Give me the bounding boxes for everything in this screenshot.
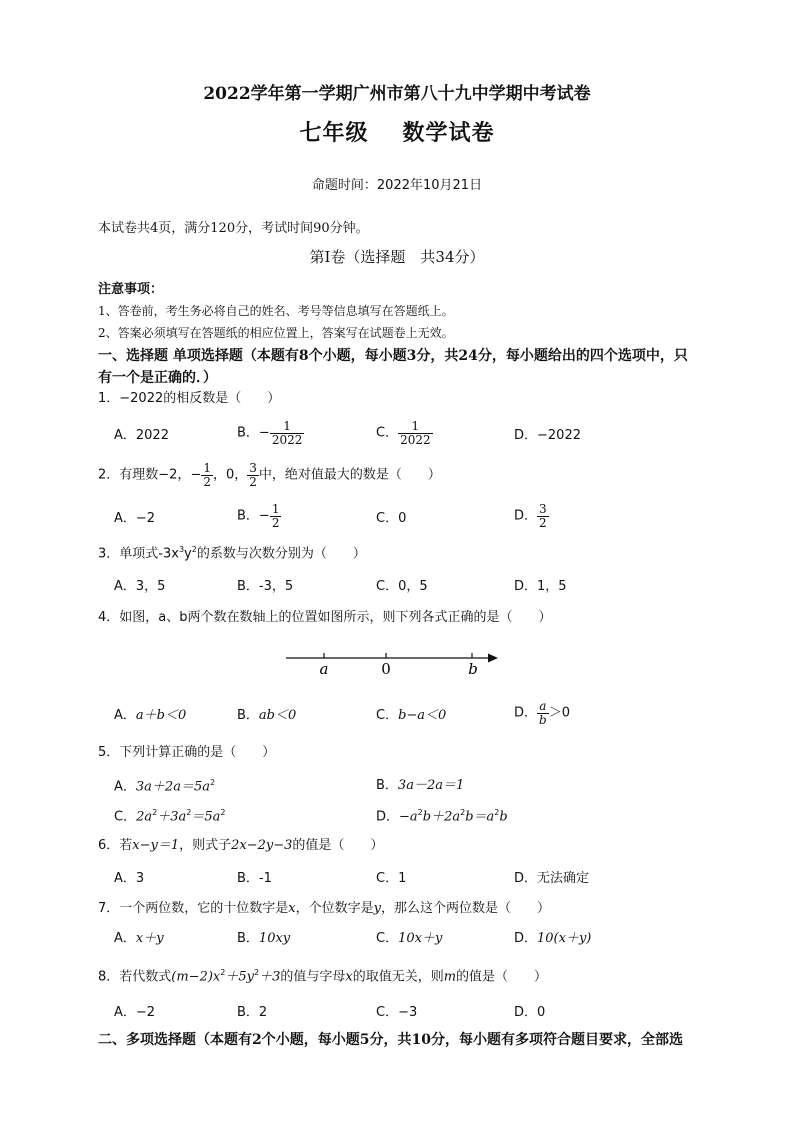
label-0: 0 (381, 660, 391, 678)
q1-option-b: B．− $\frac{1}{2022}$ (237, 419, 303, 447)
q2-option-a: A．−2 (114, 511, 156, 526)
q3-option-c: C．0，5 (376, 579, 428, 594)
part1-title: 第I卷（选择题 共34分） (309, 248, 485, 266)
q7-option-a: A．x＋y (114, 931, 164, 946)
q5-option-a: A．$3a+2a=5a^2$ (114, 778, 216, 795)
q6-option-a: A．3 (114, 871, 145, 886)
subject-label: 数学试卷 (402, 120, 495, 146)
exam-intro: 本试卷共4页，满分120分，考试时间90分钟。 (98, 221, 369, 236)
q7-option-d: D．10(x＋y) (514, 931, 592, 946)
question-6-stem: 6．若x−y＝1，则式子2x−2y−3的值是（ ） (98, 838, 384, 853)
label-a: a (319, 660, 329, 678)
q3-option-b: B．-3，5 (237, 579, 294, 594)
q2-option-c: C．0 (376, 511, 407, 526)
q8-option-b: B．2 (237, 1005, 268, 1020)
q4-option-c: C．b−a＜0 (376, 708, 447, 723)
q6-option-b: B．-1 (237, 871, 272, 886)
q6-option-c: C．1 (376, 871, 407, 886)
q8-option-d: D．0 (514, 1005, 546, 1020)
q8-option-c: C．−3 (376, 1005, 418, 1020)
section1-heading-cont: 有一个是正确的．） (98, 370, 217, 386)
section2-heading: 二、多项选择题（本题有2个小题，每小题5分，共10分，每小题有多项符合题目要求，全部选 (98, 1032, 683, 1048)
question-5-stem: 5．下列计算正确的是（ ） (98, 745, 276, 760)
number-line-arrow (488, 654, 498, 663)
q7-option-c: C．10x＋y (376, 931, 443, 946)
grade-label: 七年级 (299, 120, 369, 146)
q2-option-b: B．− $\frac{1}{2}$ (237, 502, 280, 530)
notice-item: 1、答卷前，考生务必将自己的姓名、考号等信息填写在答题纸上。 (98, 304, 454, 318)
question-4-stem: 4．如图，a、b两个数在数轴上的位置如图所示，则下列各式正确的是（ ） (98, 610, 552, 625)
question-1-stem: 1．−2022的相反数是（ ） (98, 391, 281, 406)
q2-option-d: D． $\frac{3}{2}$ (514, 502, 547, 530)
section1-heading: 一、选择题 单项选择题（本题有8个小题，每小题3分，共24分，每小题给出的四个选项中，只 (98, 348, 688, 364)
q3-option-a: A．3，5 (114, 579, 166, 594)
question-2-stem: 2．有理数−2，− $\frac{1}{2}$ ，0， $\frac{3}{2}$ 中，绝对值最大的数是（ ） (98, 461, 441, 489)
exam-date: 命题时间：2022年10月21日 (311, 178, 483, 193)
q1-option-d: D．−2022 (514, 428, 581, 443)
notice-heading: 注意事项： (98, 282, 164, 297)
exam-title: 2022学年第一学期广州市第八十九中学期中考试卷 (203, 84, 591, 104)
question-3-stem: 3．单项式$-3x^3y^2$的系数与次数分别为（ ） (98, 545, 366, 562)
q5-option-c: C．$2a^2+3a^2=5a^2$ (114, 808, 226, 825)
question-8-stem: 8．若代数式$(m-2)x^2+5y^2+3$的值与字母x的取值无关，则m的值是（ ） (98, 968, 548, 985)
q8-option-a: A．−2 (114, 1005, 156, 1020)
q1-option-a: A．2022 (114, 428, 169, 443)
notice-item: 2、答案必须填写在答题纸的相应位置上，答案写在试题卷上无效。 (98, 326, 454, 340)
q4-option-b: B．ab＜0 (237, 708, 297, 723)
q1-option-c: C． $\frac{1}{2022}$ (376, 419, 431, 447)
q6-option-d: D．无法确定 (514, 871, 590, 886)
label-b: b (468, 660, 478, 678)
q7-option-b: B．10xy (237, 931, 291, 946)
q4-option-a: A．a＋b＜0 (114, 708, 187, 723)
q3-option-d: D．1，5 (514, 579, 567, 594)
q5-option-d: D．$-a^2b+2a^2b=a^2b$ (376, 808, 508, 825)
exam-subtitle (0, 120, 794, 146)
number-line-figure (282, 644, 504, 680)
q4-option-d: D． $\frac{a}{b}$ ＞0 (514, 699, 570, 727)
q5-option-b: B．3a－2a＝1 (376, 778, 465, 793)
question-7-stem: 7．一个两位数，它的十位数字是x，个位数字是y，那么这个两位数是（ ） (98, 901, 551, 916)
